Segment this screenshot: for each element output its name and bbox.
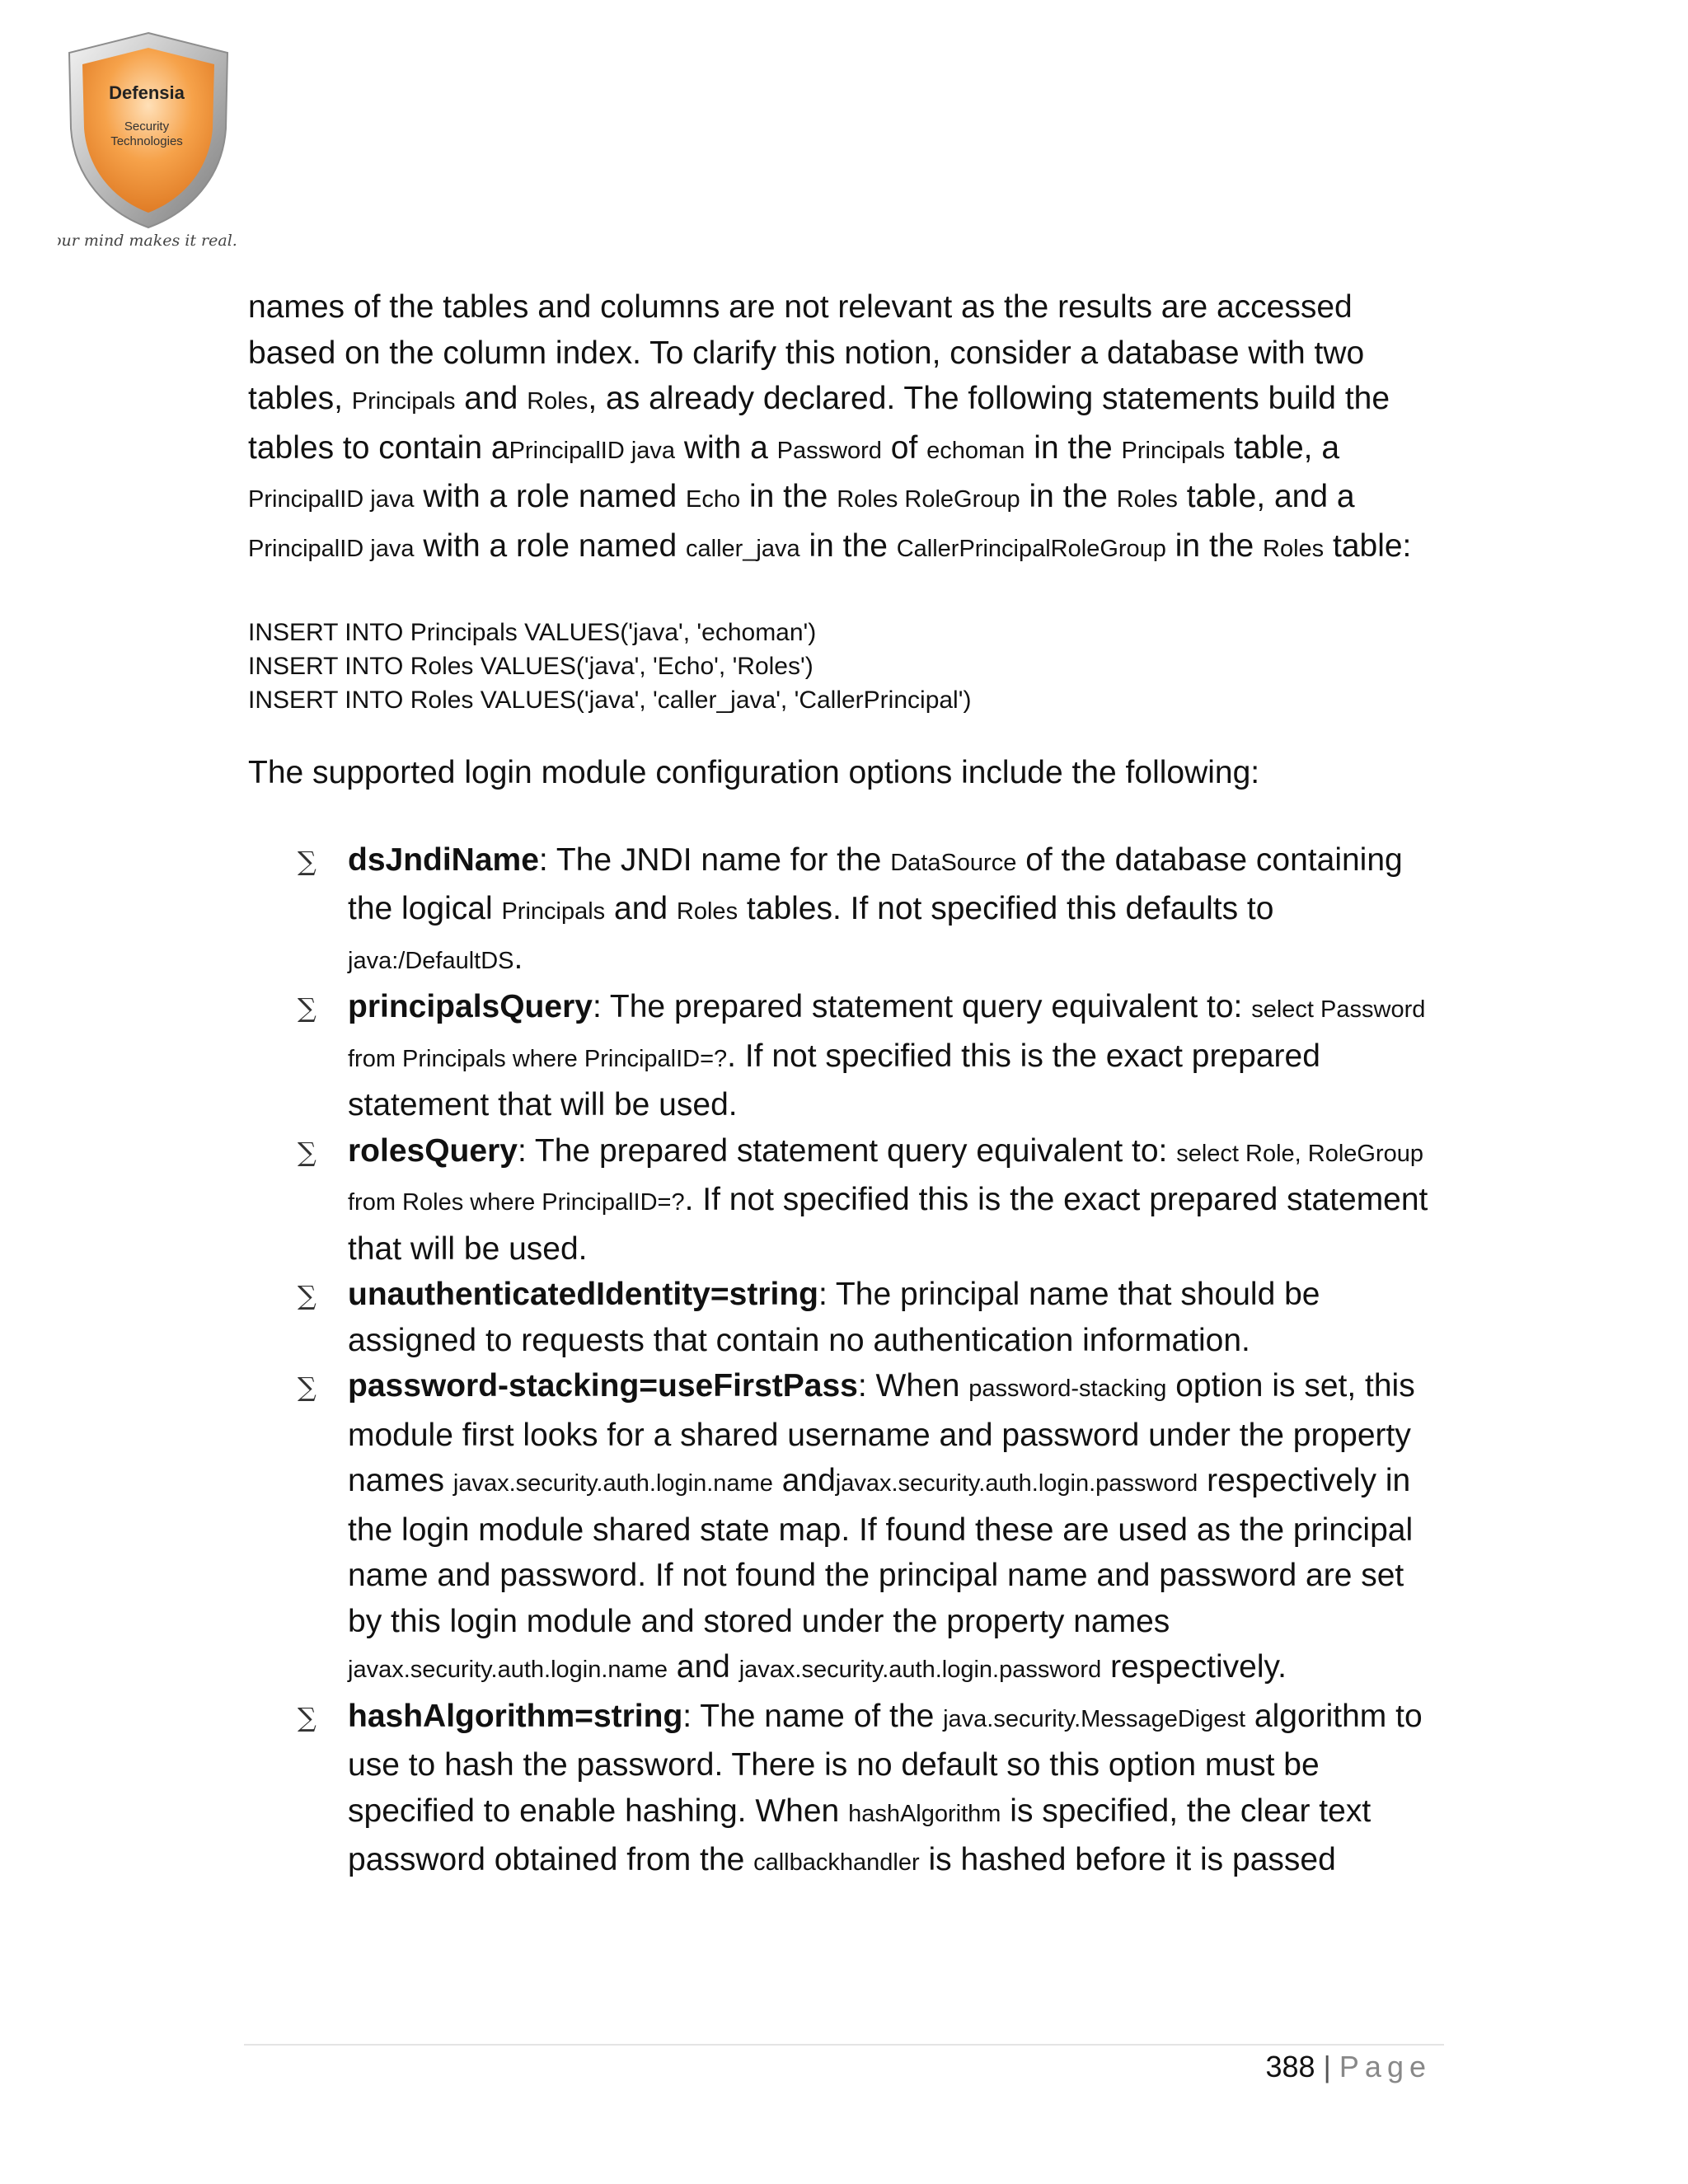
inline-code: Roles RoleGroup: [837, 486, 1020, 513]
inline-code: javax.security.auth.login.name: [348, 1657, 668, 1683]
text-run: table, and a: [1177, 479, 1355, 514]
text-run: in the: [1025, 429, 1122, 466]
text-run: , as already declared. The following statements build the tables to contain a: [248, 381, 1390, 466]
option-item: [248, 1128, 1439, 1272]
text-run: with a role named: [414, 479, 686, 514]
text-run: is hashed before it is passed: [919, 1842, 1336, 1877]
inline-code: Roles: [1116, 486, 1178, 513]
option-item: [248, 1363, 1439, 1694]
option-item: [248, 1272, 1439, 1363]
text-run: : The prepared statement query equivalent to:: [592, 989, 1252, 1024]
logo-line1: Security: [124, 120, 170, 134]
text-run: : The prepared statement query equivalent to:: [517, 1132, 1177, 1169]
inline-code: echoman: [926, 437, 1025, 464]
code-block: [248, 616, 1439, 717]
text-run: in the: [740, 479, 837, 514]
inline-code: select Password from Principals where PrincipalID=?: [348, 996, 1426, 1072]
shield-icon: [58, 30, 239, 260]
page-content: [248, 284, 1439, 1886]
text-run: in the: [799, 527, 897, 564]
option-term: principalsQuery: [348, 989, 593, 1024]
inline-code: javax.security.auth.login.name: [452, 1470, 773, 1497]
code-line: INSERT INTO Roles VALUES('java', 'Echo', 'Roles'): [248, 653, 814, 680]
code-line: INSERT INTO Roles VALUES('java', 'caller_java', 'CallerPrincipal'): [248, 687, 972, 714]
inline-code: callbackhandler: [753, 1849, 920, 1876]
text-run: respectively in the login module shared state map. If found these are used as the principal name and password. If not found the principal name and password are set by this login module and stored under the property names: [348, 1463, 1414, 1639]
option-term: hashAlgorithm=string: [348, 1698, 683, 1734]
bullet-icon: ∑: [298, 1280, 316, 1311]
text-run: names of the tables and columns are not relevant as the results are accessed based on the column index. To clarify this notion, consider a database with two tables,: [248, 289, 1365, 416]
text-run: and: [667, 1649, 739, 1685]
logo-tagline: Your mind makes it real.: [58, 232, 237, 250]
inline-code: select Role, RoleGroup from Roles where PrincipalID=?: [348, 1140, 1424, 1216]
inline-code: password-stacking: [968, 1376, 1167, 1402]
bullet-icon: ∑: [298, 845, 316, 877]
option-item: [248, 1694, 1439, 1886]
footer-divider: [244, 2044, 1444, 2046]
code-line: INSERT INTO Principals VALUES('java', 'echoman'): [248, 619, 817, 646]
text-run: : The JNDI name for the: [538, 841, 891, 878]
inline-code: PrincipalID java: [248, 486, 415, 513]
text-run: of: [881, 429, 927, 466]
text-run: . If not specified this is the exact prepared statement that will be used.: [348, 1038, 1320, 1122]
page-label: Page: [1339, 2050, 1432, 2083]
inline-code: Principals: [351, 388, 456, 415]
page-number: 388: [1265, 2050, 1315, 2083]
inline-code: Principals: [1121, 437, 1226, 464]
inline-code: caller_java: [686, 535, 800, 562]
inline-code: javax.security.auth.login.password: [738, 1657, 1102, 1683]
text-run: in the: [1020, 479, 1117, 514]
option-item: [248, 837, 1439, 985]
text-run: algorithm to use to hash the password. There is no default so this option must be specified to enable hashing. When: [348, 1698, 1423, 1829]
options-list: [248, 837, 1439, 1886]
text-run: : When: [857, 1368, 969, 1404]
text-run: respectively.: [1101, 1649, 1287, 1685]
inline-code: Principals: [501, 898, 606, 925]
bullet-icon: ∑: [298, 1371, 316, 1403]
text-run: table:: [1324, 527, 1412, 564]
body-paragraph: [248, 284, 1439, 572]
text-run: and: [605, 891, 677, 926]
inline-code: Echo: [686, 486, 741, 513]
text-run: with a role named: [414, 527, 686, 564]
text-run: : The name of the: [682, 1698, 944, 1734]
company-logo: [58, 30, 239, 260]
footer-separator: |: [1323, 2050, 1331, 2083]
text-run: . If not specified this is the exact prepared statement that will be used.: [348, 1182, 1428, 1267]
inline-code: PrincipalID java: [509, 437, 676, 464]
option-term: dsJndiName: [348, 841, 539, 878]
inline-code: hashAlgorithm: [848, 1800, 1001, 1827]
text-run: of the database containing the logical: [348, 841, 1403, 926]
option-term: password-stacking=useFirstPass: [348, 1368, 858, 1404]
text-run: table, a: [1225, 429, 1340, 466]
inline-code: DataSource: [890, 849, 1017, 876]
logo-line2: Technologies: [110, 134, 183, 148]
text-run: is specified, the clear text password obtained from the: [348, 1793, 1372, 1877]
text-run: tables. If not specified this defaults to: [738, 891, 1274, 926]
text-run: : The principal name that should be assigned to requests that contain no authentication information.: [348, 1277, 1320, 1358]
inline-code: Roles: [676, 898, 738, 925]
options-intro: The supported login module configuration options include the following:: [248, 755, 1260, 790]
option-item: [248, 984, 1439, 1128]
text-run: in the: [1165, 527, 1263, 564]
page-footer: [1265, 2049, 1432, 2085]
inline-code: javax.security.auth.login.password: [835, 1470, 1198, 1497]
inline-code: Roles: [527, 388, 588, 415]
bullet-icon: ∑: [298, 992, 316, 1024]
inline-code: java.security.MessageDigest: [943, 1705, 1246, 1732]
inline-code: PrincipalID java: [248, 535, 415, 562]
inline-code: Password: [776, 437, 882, 464]
inline-code: CallerPrincipalRoleGroup: [896, 535, 1166, 562]
text-run: option is set, this module first looks for a shared username and password under the property names: [348, 1368, 1415, 1498]
bullet-icon: ∑: [298, 1136, 316, 1168]
bullet-icon: ∑: [298, 1701, 316, 1733]
option-term: rolesQuery: [348, 1132, 518, 1169]
text-run: and: [455, 381, 528, 416]
text-run: with a: [675, 429, 777, 466]
text-run: and: [772, 1463, 836, 1498]
option-term: unauthenticatedIdentity=string: [348, 1277, 818, 1312]
inline-code: java:/DefaultDS: [348, 947, 514, 974]
logo-name: Defensia: [109, 82, 185, 103]
text-run: .: [513, 940, 523, 976]
inline-code: Roles: [1263, 535, 1325, 562]
